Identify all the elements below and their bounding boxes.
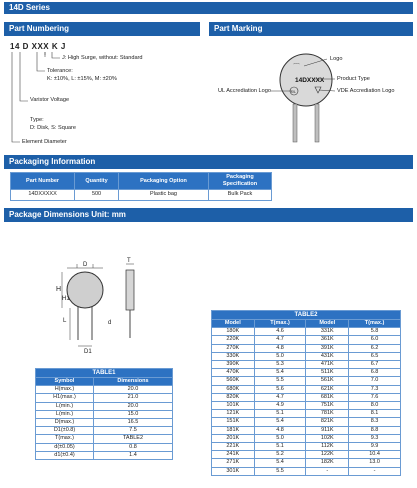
dim-label-d: D [83,262,88,268]
table1-col-symbol: Symbol [36,378,94,386]
marking-vde-logo-label: VDE Accrediation Logo [337,88,395,94]
table-row: 301K 5.5 - - [212,467,401,475]
table-row: 390K 5.3 471K 6.7 [212,361,401,369]
dim-label-d1: D1 [84,349,92,355]
dim-label-t: T [127,258,131,264]
series-title: 14D Series [4,2,413,14]
table-row: 560K 5.5 561K 7.0 [212,377,401,385]
table-row: H(max.) 20.0 [36,386,173,394]
annotation-tolerance: Tolerance: [47,68,73,74]
col-packaging-option: Packaging Option [118,173,208,190]
dim-label-l: L [63,318,67,324]
col-part-number: Part Number [11,173,75,190]
dim-label-h1: H1 [62,296,70,302]
table-row: 820K 4.7 681K 7.6 [212,393,401,401]
col-packaging-spec: Packaging Specification [209,173,272,190]
annotation-element-diameter: Element Diameter [22,139,67,145]
table-row: 201K 5.0 102K 9.3 [212,434,401,442]
dimensions-diagram [40,260,180,360]
table-row: L(min.) 20.0 [36,402,173,410]
table-row: 680K 5.6 621K 7.3 [212,385,401,393]
part-numbering-header: Part Numbering [4,22,200,36]
marking-ul-logo-label: UL Accrediation Logo [218,88,271,94]
dimensions-header: Package Dimensions Unit: mm [4,208,413,222]
svg-text:14DXXXX: 14DXXXX [295,77,325,84]
dim-label-dd: d [108,320,112,326]
table-row: T(max.) TABLE2 [36,435,173,443]
table-row: 121K 5.1 781K 8.1 [212,410,401,418]
table-row: 330K 5.0 431K 6.5 [212,352,401,360]
table-row: 241K 5.2 122K 10.4 [212,451,401,459]
table-row: 221K 5.1 112K 9.9 [212,443,401,451]
annotation-varistor-voltage: Varistor Voltage [30,97,70,103]
svg-text:⌒: ⌒ [293,64,300,71]
table1-title: TABLE1 [36,369,173,378]
table1 [35,368,173,460]
packaging-header: Packaging Information [4,155,413,169]
table-row: d1(±0.4) 1.4 [36,451,173,459]
annotation-tolerance-values: K: ±10%, L: ±15%, M: ±20% [47,76,117,82]
table-row: 180K 4.6 331K 5.8 [212,328,401,336]
table-row: 270K 4.8 391K 6.2 [212,344,401,352]
table-row: 151K 5.4 821K 8.3 [212,418,401,426]
annotation-type: Type: [30,117,44,123]
col-quantity: Quantity [75,173,119,190]
annotation-type-values: D: Disk, S: Square [30,125,77,131]
table2-title: TABLE2 [212,311,401,320]
table1-col-dimensions: Dimensions [93,378,172,386]
part-code: 14 D XXX K J [10,42,66,51]
table2 [211,310,401,476]
table-row: H1(max.) 21.0 [36,394,173,402]
annotation-high-surge: J: High Surge, without: Standard [62,55,143,61]
marking-product-type-label: Product Type [337,76,370,82]
part-marking-header: Part Marking [209,22,413,36]
table-row: 271K 5.4 182K 13.0 [212,459,401,467]
table2-col-tmax-2: T(max.) [349,320,401,328]
table2-col-model-2: Model [306,320,349,328]
table-row: 181K 4.8 911K 8.8 [212,426,401,434]
packaging-table [10,172,272,201]
svg-text:UL: UL [291,89,297,94]
table-row: D(max.) 16.5 [36,419,173,427]
table-row: 470K 5.4 511K 6.8 [212,369,401,377]
table-row: d(±0.05) 0.8 [36,443,173,451]
dim-label-h: H [56,286,62,293]
table2-col-model-1: Model [212,320,255,328]
table-row: D1(±0.8) 7.5 [36,427,173,435]
table-row: 101K 4.9 751K 8.0 [212,402,401,410]
table-row: 220K 4.7 361K 6.0 [212,336,401,344]
table2-col-tmax-1: T(max.) [254,320,306,328]
table-row: L(min.) 15.0 [36,410,173,418]
marking-logo-label: Logo [330,56,343,62]
packaging-row: 14DXXXXX 500 Plastic bag Bulk Pack [11,190,272,201]
